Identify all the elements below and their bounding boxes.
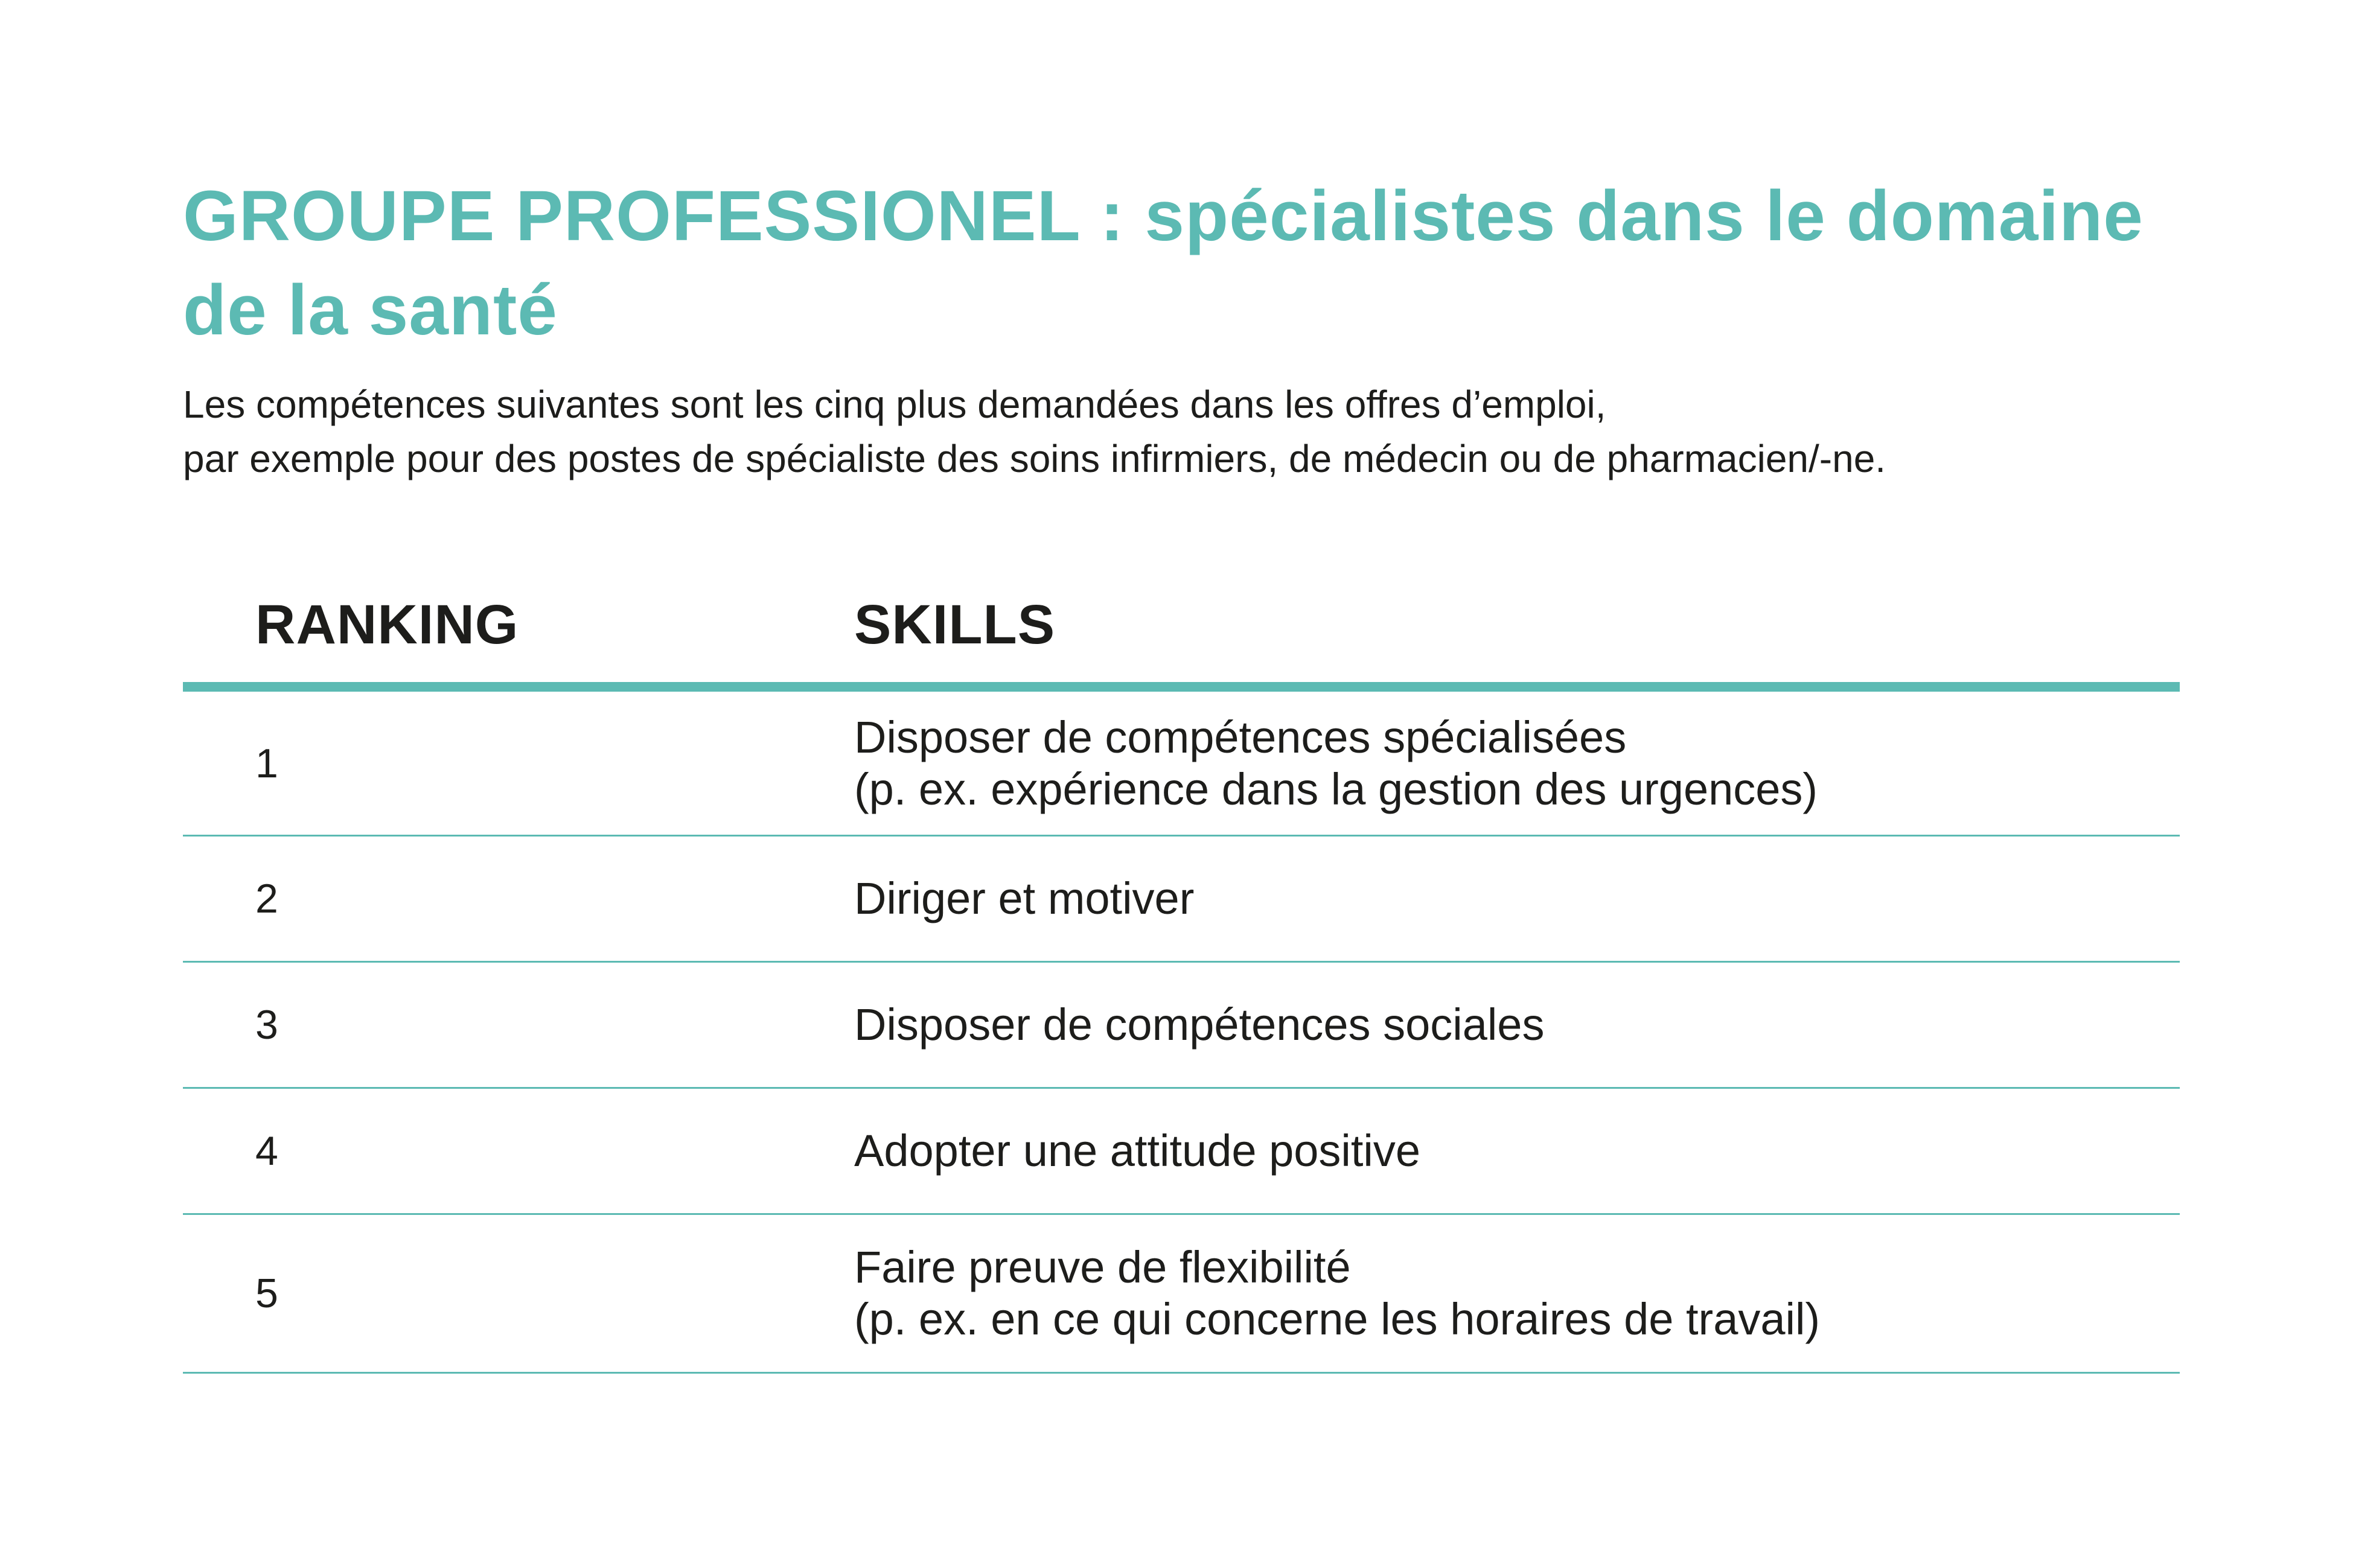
skill-text: Disposer de compétences sociales (854, 999, 1545, 1050)
intro-paragraph (183, 377, 2235, 486)
table-header (183, 579, 2180, 692)
table-row (183, 1215, 2180, 1374)
skill-text: Faire preuve de flexibilité (854, 1242, 1351, 1292)
rank-cell: 2 (255, 876, 278, 922)
skill-text: Adopter une attitude positive (854, 1126, 1420, 1176)
intro-line-1: Les compétences suivantes sont les cinq plus demandées dans les offres d’emploi, (183, 383, 1606, 426)
rank-cell: 3 (255, 1002, 278, 1048)
skill-detail: (p. ex. en ce qui concerne les horaires de travail) (854, 1294, 1821, 1344)
table-row (183, 692, 2180, 837)
skill-detail: (p. ex. expérience dans la gestion des urgences) (854, 763, 1818, 814)
page-title: GROUPE PROFESSIONEL : spécialistes dans le domaine de la santé (183, 176, 2144, 350)
table-row (183, 1089, 2180, 1215)
skill-text: Disposer de compétences spécialisées (854, 712, 1627, 762)
rank-cell: 1 (255, 740, 278, 786)
skill-text: Diriger et motiver (854, 873, 1195, 923)
skill-cell (854, 712, 2152, 815)
skill-cell (854, 999, 2152, 1051)
skill-cell (854, 1241, 2152, 1345)
table-row (183, 963, 2180, 1089)
skill-cell (854, 873, 2152, 925)
rank-cell: 4 (255, 1128, 278, 1174)
intro-line-2: par exemple pour des postes de spécialiste des soins infirmiers, de médecin ou de pharmacien/-ne. (183, 437, 1886, 480)
skills-table (183, 579, 2180, 1374)
skill-cell (854, 1125, 2152, 1177)
header-skills: SKILLS (854, 594, 1056, 655)
header-ranking: RANKING (255, 594, 519, 655)
rank-cell: 5 (255, 1270, 278, 1316)
table-row (183, 837, 2180, 963)
